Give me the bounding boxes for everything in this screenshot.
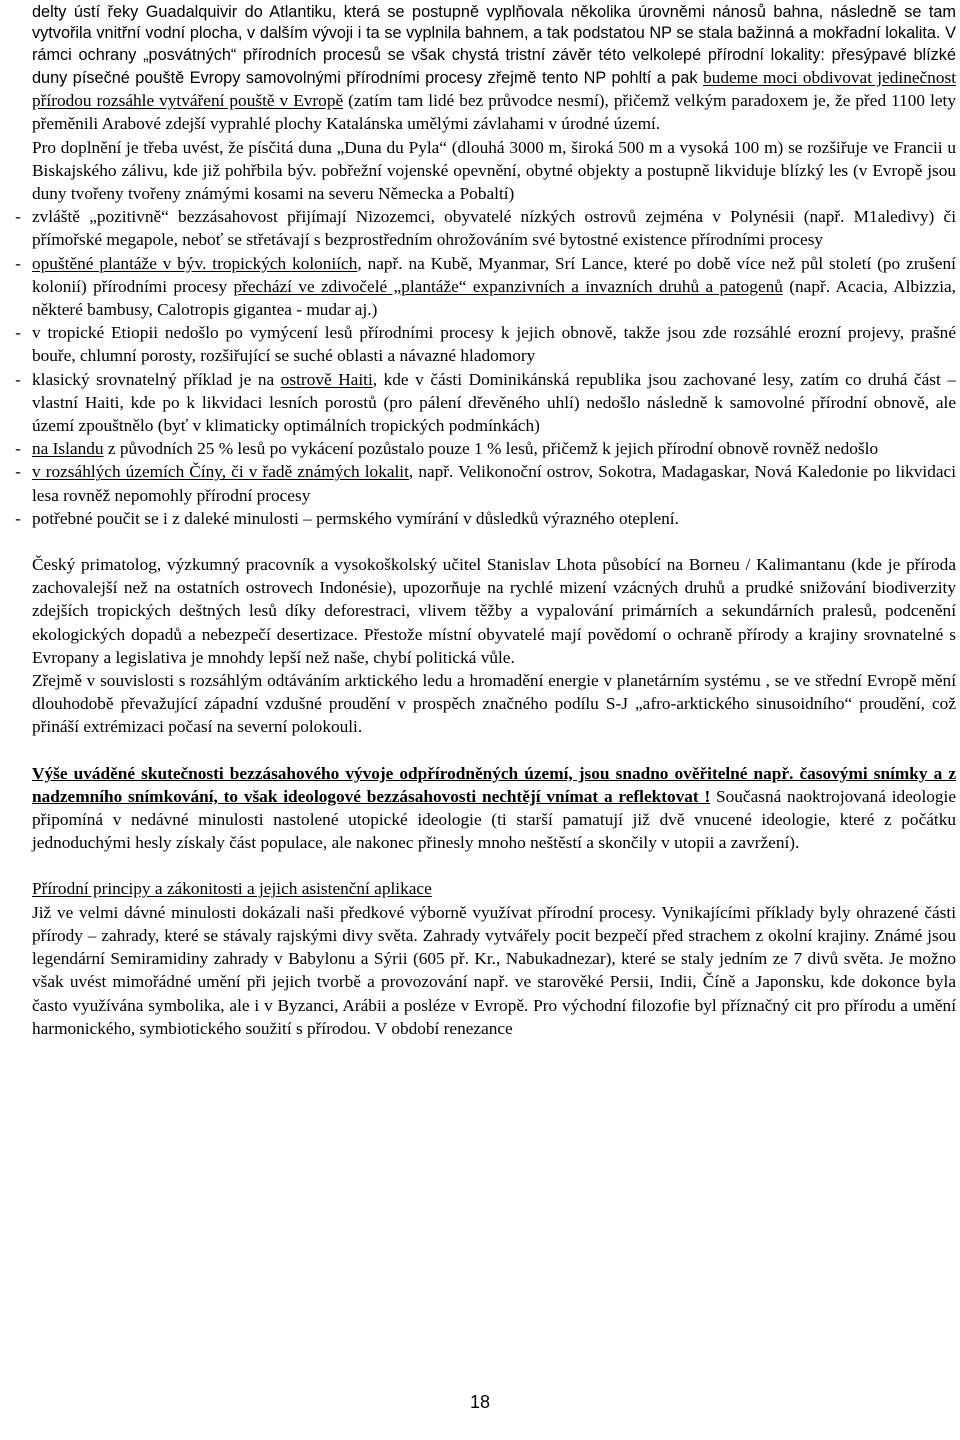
- list-item-text: , např. na Kubě, Myanmar, Srí Lance, které po době více než půl století (po zrušení kolonií) přírodními procesy: [32, 253, 956, 296]
- page-number: 18: [469, 1392, 491, 1412]
- list-item-text: z původních 25 % lesů po vykácení pozůstalo pouze 1 % lesů, přičemž k jejich přírodní obnově rovněž nedošlo: [103, 439, 879, 459]
- intro-sans-text-2: V rámci ochrany „posvátných“ přírodních procesů se však chystá tristní závěr této velkolepé přírodní lokality: přesýpavé blízké duny písečné pouště Evropy samovolnými přírodními procesy zřejmě tento NP pohltí a pak: [32, 24, 956, 87]
- intro-sans-text: delty ústí řeky Guadalquivir do Atlantiku, která se postupně vyplňovala několika úrovněmi nánosů bahna, následně se tam vytvořila vnitřní vodní plocha, v dalším vývoji i ta se vyplnila bahnem, a tak podstatou NP se stala bažinná a mokřadní lokalita.: [32, 3, 956, 43]
- list-item: [15, 368, 957, 438]
- dash-bullet: -: [15, 323, 21, 343]
- list-item: [15, 252, 956, 322]
- list-item-underlined: opuštěné plantáže v býv. tropických koloniích: [32, 253, 358, 273]
- intro-underlined-text: budeme moci obdivovat jedinečnost přírodou rozsáhle vytváření pouště v Evropě: [32, 67, 956, 111]
- list-item-text: zvláště „pozitivně“ bezzásahovost přijímají Nizozemci, obyvatelé nízkých ostrovů zejména v Polynésii (např. M1aledivy) či přímořské megapole, neboť se střetávají s bezprostředním ohrožováním své bytostné existence přírodními procesy: [32, 207, 956, 250]
- section-heading-text: Přírodní principy a zákonitosti a jejich asistenční aplikace: [32, 879, 432, 899]
- intro-serif-text: (zatím tam lidé bez průvodce nesmí), přičemž velkým paradoxem je, že před 1100 lety přeměnili Arabové zdejší vyprahlé plochy Katalánska umělými závlahami v úrodné území.: [32, 91, 956, 134]
- dash-bullet: -: [15, 207, 21, 227]
- example-list: [15, 205, 957, 530]
- list-item: [15, 507, 956, 530]
- emphasis-bold-text: Výše uváděné skutečnosti bezzásahového vývoje odpřírodněných území, jsou snadno ověřitelné např. časovými snímky a z nadzemního snímkování, to však ideologové bezzásahovosti nechtějí vnímat a reflektovat !: [32, 763, 956, 806]
- list-item-prefix: klasický srovnatelný příklad je na: [32, 369, 281, 389]
- dash-bullet: -: [15, 508, 21, 528]
- arctic-paragraph: Zřejmě v souvislosti s rozsáhlým odtáváním arktického ledu a hromadění energie v planetárním systému , se ve střední Evropě mění dlouhodobě převažující západní vzdušné proudění v prospěch značného podílu S-J „afro-arktického sinusoidního“ proudění, což přináší extrémizaci počasí na severní polokouli.: [32, 671, 956, 737]
- list-item-text-2: (např. Acacia, Albizzia, některé bambusy, Calotropis gigantea - mudar aj.): [32, 276, 956, 320]
- list-item: [15, 205, 956, 251]
- list-item-text: , kde v části Dominikánská republika jsou zachované lesy, zatím co druhá část – vlastní Haiti, kde po k likvidaci lesních porostů (pro pálení dřevěného uhlí) nedošlo následně k samovolné přírodní obnově, ale území zpouštnělo (byť v klimaticky optimálních tropických podmínkách): [32, 369, 957, 436]
- dash-bullet: -: [15, 253, 21, 273]
- list-item: [15, 321, 956, 367]
- list-item-underlined: na Islandu: [32, 439, 104, 459]
- list-item-text: v tropické Etiopii nedošlo po vymýcení lesů přírodními procesy k jejich obnově, takže jsou zde rozsáhlé erozní projevy, prašné bouře, chlumní porosty, rozšiřující se suché oblasti a návazné hladomory: [32, 323, 956, 366]
- list-item-underlined: v rozsáhlých územích Číny, či v řadě známých lokalit: [32, 462, 409, 482]
- list-item-underlined: ostrově Haiti: [280, 369, 373, 389]
- list-item-text: potřebné poučit se i z daleké minulosti – permského vymírání v důsledků výrazného oteplení.: [32, 508, 679, 528]
- emphasis-text: Současná naoktrojovaná ideologie připomíná v nedávné minulosti nastolené utopické ideologie (ti starší pamatují již dvě vnucené ideologie, které z počátku jednoduchými hesly získaly část populace, ale nakonec přinesly mnoho neštěstí a skončily v utopii a zavržení).: [32, 786, 957, 853]
- dash-bullet: -: [15, 369, 21, 389]
- dash-bullet: -: [15, 439, 21, 459]
- list-item-text: , např. Velikonoční ostrov, Sokotra, Madagaskar, Nová Kaledonie po likvidaci lesa rovněž nepomohly přírodní procesy: [32, 462, 957, 505]
- section-heading: [32, 877, 956, 900]
- list-item: [15, 460, 957, 506]
- lhota-paragraph: Český primatolog, výzkumný pracovník a vysokoškolský učitel Stanislav Lhota působící na Borneu / Kalimantanu (kde je příroda zachovalejší než na ostatních ostrovech Indonésie), upozorňuje na rychlé mizení vzácných druhů a prudké snižování biodiverzity zdejších tropických deštných lesů díky deforestraci, vlivem těžby a vypalování primárních a sekundárních pralesů, podcenění ekologických dopadů a nebezpečí desertizace. Přestože místní obyvatelé mají povědomí o ochraně přírody a krajiny srovnatelné s Evropany a legislativa je mnohdy lepší než naše, chybí politická vůle.: [32, 555, 956, 667]
- list-item: [15, 437, 956, 460]
- pyla-paragraph: Pro doplnění je třeba uvést, že písčitá duna „Duna du Pyla“ (dlouhá 3000 m, široká 500 m a vysoká 100 m) se rozšiřuje ve Francii u Biskajského zálivu, kde již pohřbila býv. pobřežní vojenské opevnění, obytné objekty a postupně likviduje blízký les (v Evropě jsou duny tvořeny tvořeny známými kosami na severu Německa a Pobaltí): [32, 137, 956, 203]
- emphasis-paragraph: [32, 762, 956, 855]
- intro-paragraph: [32, 0, 956, 136]
- section-body: Již ve velmi dávné minulosti dokázali naši předkové výborně využívat přírodní procesy. Vynikajícími příklady byly ohrazené části přírody – zahrady, které se stávaly rajskými divy světa. Zahrady vytvářely pocit bezpečí před strachem z okolní krajiny. Známé jsou legendární Semiramidiny zahrady v Babylonu a Sýrii (605 př. Kr., Nabukadnezar), které se staly jedním ze 7 divů světa. Je možno však uvést mimořádné umění při jejich tvorbě a provozování např. ve starověké Persii, Indii, Číně a Japonsku, kde dokonce byla často využívána symbolika, ale i v Byzanci, Arábii a posléze v Evropě. Pro východní filozofie byl příznačný cit pro přírodu a umění harmonického, symbiotického soužití s přírodou. V období renezance: [32, 902, 956, 1038]
- list-item-underlined-2: přechází ve zdivočelé „plantáže“ expanzivních a invazních druhů a patogenů: [233, 276, 783, 296]
- document-page: [15, 0, 957, 1040]
- dash-bullet: -: [15, 462, 21, 482]
